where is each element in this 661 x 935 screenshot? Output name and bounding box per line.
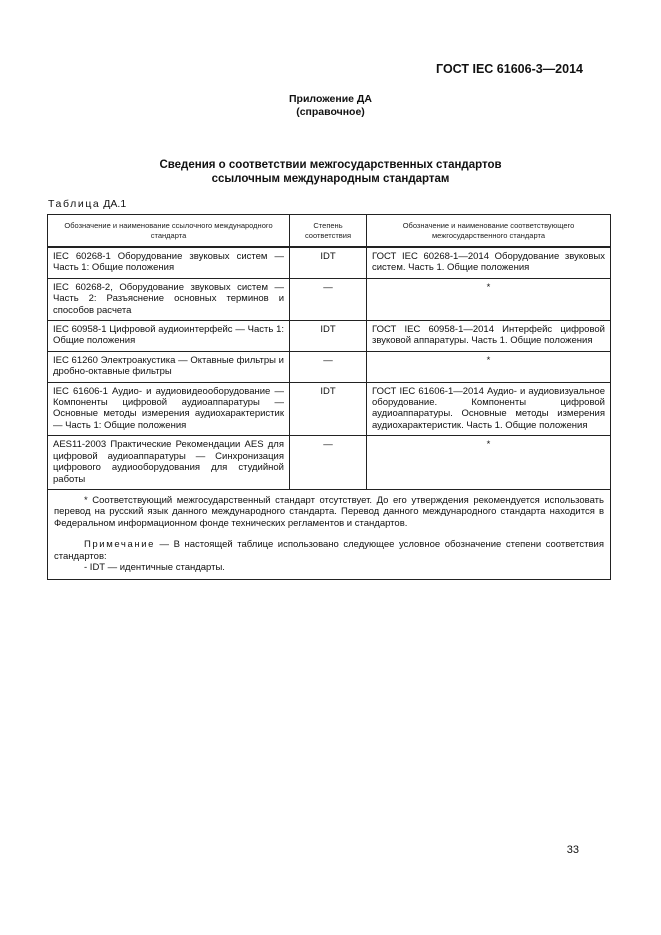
cell-degree: — bbox=[290, 436, 367, 490]
note-text: — В настоящей таблице использовано следующее условное обозначение степени соответствия стандартов: bbox=[54, 539, 604, 562]
cell-degree: IDT bbox=[290, 321, 367, 352]
note-item: - IDT — идентичные стандарты. bbox=[84, 561, 225, 573]
cell-gost: * bbox=[367, 278, 611, 320]
document-code: ГОСТ IEC 61606-3—2014 bbox=[436, 62, 583, 76]
header-degree: Степень соответствия bbox=[290, 215, 367, 248]
footnote-text: * Соответствующий межгосударственный стандарт отсутствует. До его утверждения рекомендуется использовать перевод на русский язык данного международного стандарта. Перевод данного международного стандарта находится в Федеральном информационном фонде технических регламентов и стандартов. bbox=[54, 494, 604, 529]
cell-reference: IEC 61606-1 Аудио- и аудиовидеооборудование — Компоненты цифровой аудиоаппаратуры — Основные методы измерения аудиохарактеристик — Часть 1: Общие положения bbox=[48, 382, 290, 436]
cell-gost: ГОСТ IEC 60268-1—2014 Оборудование звуковых систем. Часть 1. Общие положения bbox=[367, 247, 611, 278]
section-title-line-2: ссылочным международным стандартам bbox=[211, 173, 450, 185]
table-row bbox=[48, 321, 611, 352]
page-number: 33 bbox=[566, 844, 579, 856]
annex-title: Приложение ДА bbox=[289, 93, 372, 105]
table-row bbox=[48, 382, 611, 436]
table-label-number: ДА.1 bbox=[103, 198, 127, 210]
cell-degree: IDT bbox=[290, 382, 367, 436]
table-label bbox=[48, 198, 126, 210]
section-title-line-1: Сведения о соответствии межгосударственных стандартов bbox=[159, 159, 502, 171]
cell-reference: IEC 60268-2, Оборудование звуковых систем — Часть 2: Разъяснение основных терминов и способов расчета bbox=[48, 278, 290, 320]
table-note bbox=[54, 539, 604, 562]
header-reference-standard: Обозначение и наименование ссылочного международного стандарта bbox=[48, 215, 290, 248]
table-row bbox=[48, 278, 611, 320]
cell-gost: ГОСТ IEC 60958-1—2014 Интерфейс цифровой звуковой аппаратуры. Часть 1. Общие положения bbox=[367, 321, 611, 352]
cell-degree: IDT bbox=[290, 247, 367, 278]
cell-degree: — bbox=[290, 351, 367, 382]
cell-reference: AES11-2003 Практические Рекомендации AES для цифровой аудиоаппаратуры — Синхронизация цифрового аудиооборудования для студийной работы bbox=[48, 436, 290, 490]
annex-heading bbox=[0, 93, 661, 119]
annex-subtitle: (справочное) bbox=[296, 106, 365, 118]
header-interstate-standard: Обозначение и наименование соответствующего межгосударственного стандарта bbox=[367, 215, 611, 248]
section-title bbox=[0, 158, 661, 186]
table-row bbox=[48, 436, 611, 490]
table-label-word: Таблица bbox=[48, 198, 101, 210]
cell-reference: IEC 61260 Электроакустика — Октавные фильтры и дробно-октавные фильтры bbox=[48, 351, 290, 382]
cell-gost: * bbox=[367, 436, 611, 490]
cell-reference: IEC 60268-1 Оборудование звуковых систем — Часть 1: Общие положения bbox=[48, 247, 290, 278]
correspondence-table bbox=[47, 214, 611, 580]
cell-gost: ГОСТ IEC 61606-1—2014 Аудио- и аудиовизуальное оборудование. Компоненты цифровой аудиоаппаратуры. Основные методы измерения аудиохарактеристик. Часть 1. Общие положения bbox=[367, 382, 611, 436]
cell-gost: * bbox=[367, 351, 611, 382]
table-row bbox=[48, 351, 611, 382]
table-header-row bbox=[48, 215, 611, 248]
table-footnote-row bbox=[48, 489, 611, 579]
cell-reference: IEC 60958-1 Цифровой аудиоинтерфейс — Часть 1: Общие положения bbox=[48, 321, 290, 352]
cell-degree: — bbox=[290, 278, 367, 320]
table-footnote-cell bbox=[48, 489, 611, 579]
note-label: Примечание bbox=[84, 539, 155, 551]
table-row bbox=[48, 247, 611, 278]
